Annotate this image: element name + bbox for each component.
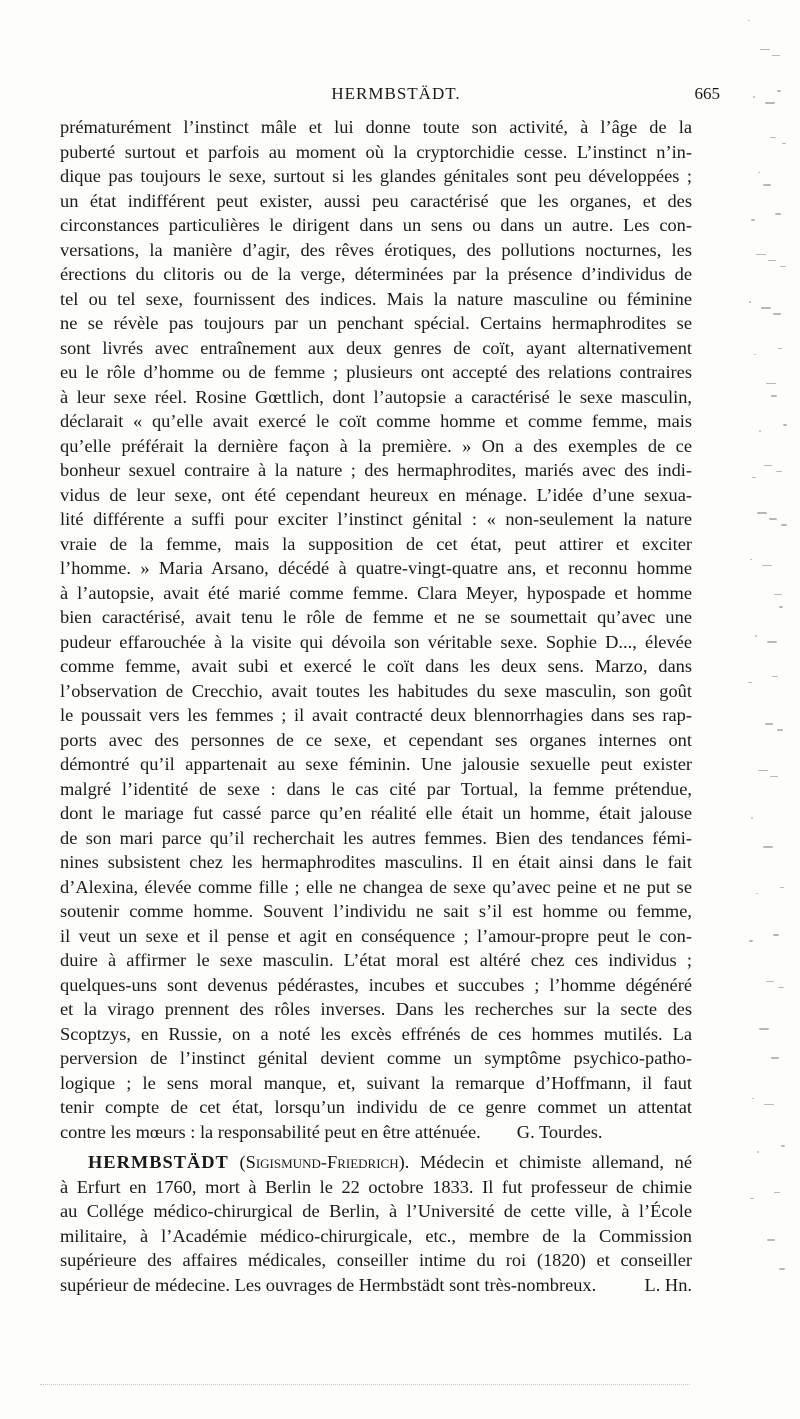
scan-speck xyxy=(772,55,780,56)
article-body xyxy=(60,115,692,1144)
scan-speck xyxy=(773,313,781,315)
scan-speck xyxy=(766,981,774,982)
page-number: 665 xyxy=(694,84,720,103)
scan-speck xyxy=(770,137,776,138)
body-line: l’observation de Crecchio, avait toutes les habitudes du sexe masculin, son goût xyxy=(60,680,692,701)
scan-speck xyxy=(774,1192,780,1193)
scan-speck xyxy=(776,471,782,472)
body-line: le poussait vers les femmes ; il avait contracté deux blennorrhagies dans ses rap- xyxy=(60,705,692,725)
entry-line: à Erfurt en 1760, mort à Berlin le 22 octobre 1833. Il fut professeur de chimie xyxy=(60,1176,692,1197)
scan-speck xyxy=(774,594,782,595)
scan-speck xyxy=(781,1145,785,1147)
scan-speck xyxy=(781,524,787,526)
scan-speck xyxy=(771,1057,779,1059)
scan-speck xyxy=(763,184,771,186)
body-line: circonstances particulières le dirigent dans un sens ou dans un autre. Les con- xyxy=(60,215,692,235)
scan-speck xyxy=(750,1198,754,1199)
body-line: l’homme. » Maria Arsano, décédé à quatre-vingt-quatre ans, et reconnu homme xyxy=(60,558,692,578)
scan-speck xyxy=(748,20,750,21)
body-line: vidus de leur sexe, ont été cependant heureux en ménage. L’idée d’une sexua- xyxy=(60,484,692,505)
body-line: déclarait « qu’elle avait exercé le coït comme homme et comme femme, mais xyxy=(60,411,692,431)
scan-speck xyxy=(770,776,778,777)
body-line: tenir compte de cet état, lorsqu’un individu de ce genre commet un attentat xyxy=(60,1097,692,1117)
scan-speck xyxy=(764,465,772,466)
running-head xyxy=(60,84,732,110)
scan-speck xyxy=(761,307,771,309)
body-line: duire à affirmer le sexe masculin. L’état moral est altéré chez ces individus ; xyxy=(60,950,692,970)
scan-speck xyxy=(782,143,786,144)
scan-speck xyxy=(778,348,782,349)
body-line: ne se révèle pas toujours par un penchant spécial. Certains hermaphrodites se xyxy=(60,313,692,333)
scan-speck xyxy=(756,254,766,255)
body-line: il veut un sexe et il pense et agit en conséquence ; l’amour-propre peut le con- xyxy=(60,925,692,946)
scan-speck xyxy=(780,266,786,267)
scan-speck xyxy=(756,893,758,894)
scan-speck xyxy=(765,102,775,104)
scan-speck xyxy=(777,90,781,92)
entry-signature: L. Hn. xyxy=(644,1274,692,1295)
body-line: lité différente a suffi pour exciter l’instinct génital : « non-seulement la nature xyxy=(60,509,692,529)
body-line: Scoptzys, en Russie, on a noté les excès effrénés de ces hommes mutilés. La xyxy=(60,1023,692,1044)
scan-speck xyxy=(757,512,767,514)
scan-speck xyxy=(767,641,777,643)
body-line: dique pas toujours le sexe, surtout si les glandes génitales sont peu développées ; xyxy=(60,166,692,186)
scan-speck xyxy=(765,723,773,725)
scan-speck xyxy=(751,219,755,221)
scan-speck xyxy=(764,1104,774,1105)
scan-speck xyxy=(751,817,753,819)
scan-speck xyxy=(773,934,779,936)
scan-speck xyxy=(763,846,773,848)
scan-speck xyxy=(772,676,778,677)
entry-line: militaire, à l’Académie médico-chirurgicale, etc., membre de la Commission xyxy=(60,1225,692,1246)
scan-speck xyxy=(762,565,772,566)
scan-speck xyxy=(758,770,768,771)
author-signature: G. Tourdes. xyxy=(516,1121,603,1142)
body-line: qu’elle préférait la dernière façon à la première. » On a des exemples de ce xyxy=(60,435,692,456)
entry-line: au Collége médico-chirurgical de Berlin, à l’Université de cette ville, à l’École xyxy=(60,1201,692,1221)
body-line: eu le rôle d’homme ou de femme ; plusieurs ont accepté des relations contraires xyxy=(60,362,692,382)
scan-speck xyxy=(750,559,752,560)
body-line: sont livrés avec entraînement aux deux genres de coït, ayant alternativement xyxy=(60,337,692,358)
body-line: bonheur sexuel contraire à la nature ; des hermaphrodites, mariés avec des indi- xyxy=(60,460,692,480)
scan-speck xyxy=(768,260,776,261)
entry-last-line xyxy=(60,1273,692,1298)
body-line: de son mari parce qu’il recherchait les autres femmes. Bien des tendances fémi- xyxy=(60,827,692,848)
scan-speck xyxy=(755,635,757,637)
body-line: comme femme, avait subi et exercé le coït dans les deux sens. Marzo, dans xyxy=(60,656,692,676)
scan-speck xyxy=(760,49,770,50)
body-line: logique ; le sens moral manque, et, suivant la remarque d’Hoffmann, il faut xyxy=(60,1072,692,1093)
body-line: nines subsistent chez les hermaphrodites masculins. Il en était ainsi dans le fait xyxy=(60,852,692,872)
body-line: ports avec des personnes de ce sexe, et cependant ses organes internes ont xyxy=(60,729,692,750)
body-line: à leur sexe réel. Rosine Gœttlich, dont l’autopsie a caractérisé le sexe masculin, xyxy=(60,386,692,407)
scan-speck xyxy=(779,606,783,608)
entry-line: supérieure des affaires médicales, conseiller intime du roi (1820) et conseiller xyxy=(60,1250,692,1270)
scan-speck xyxy=(766,383,776,384)
scan-speck xyxy=(748,682,752,683)
running-title: HERMBSTÄDT. xyxy=(331,84,461,103)
body-line: démontré qu’il appartenait au sexe féminin. Une jalousie sexuelle peut exister xyxy=(60,754,692,774)
body-line: prématurément l’instinct mâle et lui donne toute son activité, à l’âge de la xyxy=(60,117,692,137)
body-line: un état indifférent peut exister, aussi peu caractérisé que les organes, et des xyxy=(60,190,692,211)
scan-speck xyxy=(778,987,784,988)
body-line: tel ou tel sexe, fournissent des indices. Mais la nature masculine ou féminine xyxy=(60,288,692,309)
scan-speck xyxy=(758,172,760,173)
entry-given-names: (Sigismund-Friedrich). xyxy=(228,1152,420,1172)
body-line: soutenir comme homme. Souvent l’individu ne sait s’il est homme ou femme, xyxy=(60,901,692,921)
body-line: bien caractérisé, avait tenu le rôle de femme et ne se soumettait qu’avec une xyxy=(60,607,692,627)
entry-first-line-text: Médecin et chimiste allemand, né xyxy=(419,1152,692,1172)
scan-speck xyxy=(775,213,781,215)
body-line: pudeur effarouchée à la visite qui dévoila son véritable sexe. Sophie D..., élevée xyxy=(60,631,692,652)
scan-speck xyxy=(767,1239,775,1241)
scan-speck xyxy=(753,96,755,98)
scan-speck xyxy=(749,301,751,303)
body-line: érections du clitoris ou de la verge, déterminées par la présence d’individus de xyxy=(60,264,692,284)
scan-bottom-noise xyxy=(40,1384,690,1387)
body-line: malgré l’identité de sexe : dans le cas cité par Tortual, la femme prétendue, xyxy=(60,778,692,799)
scan-speck xyxy=(779,1268,785,1270)
scan-speck xyxy=(754,354,756,355)
body-last-line-text: contre les mœurs : la responsabilité peut en être atténuée. xyxy=(60,1121,481,1142)
body-last-line xyxy=(60,1120,692,1145)
body-line: et la virago prennent des rôles inverses. Dans les recherches sur la secte des xyxy=(60,999,692,1019)
dictionary-entry xyxy=(60,1150,692,1297)
body-line: perversion de l’instinct génital devient comme un symptôme psychico-patho- xyxy=(60,1048,692,1068)
scan-speck xyxy=(757,1151,759,1153)
body-line: versations, la manière d’agir, des rêves érotiques, des pollutions nocturnes, les xyxy=(60,239,692,260)
scan-speck xyxy=(759,430,761,432)
scan-speck xyxy=(759,1028,769,1030)
entry-headword: HERMBSTÄDT xyxy=(88,1152,229,1172)
scan-margin-noise xyxy=(748,20,792,1320)
scan-speck xyxy=(777,729,783,731)
scan-speck xyxy=(752,1098,754,1099)
entry-first-line xyxy=(60,1150,692,1175)
scan-speck xyxy=(771,395,777,397)
scan-speck xyxy=(749,940,753,942)
entry-last-line-text: supérieur de médecine. Les ouvrages de Hermbstädt sont très-nombreux. xyxy=(60,1274,597,1295)
scan-speck xyxy=(780,887,784,888)
scan-speck xyxy=(752,477,756,478)
body-line: d’Alexina, élevée comme fille ; elle ne changea de sexe qu’avec peine et ne put se xyxy=(60,876,692,897)
body-line: dont le mariage fut cassé parce qu’en réalité elle était un homme, était jalouse xyxy=(60,803,692,823)
body-line: puberté surtout et parfois au moment où la cryptorchidie cesse. L’instinct n’in- xyxy=(60,141,692,162)
body-line: vraie de la femme, mais la supposition de cet état, peut attirer et exciter xyxy=(60,533,692,554)
body-line: quelques-uns sont devenus pédérastes, incubes et succubes ; l’homme dégénéré xyxy=(60,974,692,995)
body-line: à l’autopsie, avait été marié comme femme. Clara Meyer, hypospade et homme xyxy=(60,582,692,603)
scan-speck xyxy=(769,518,777,520)
scan-speck xyxy=(783,424,787,426)
